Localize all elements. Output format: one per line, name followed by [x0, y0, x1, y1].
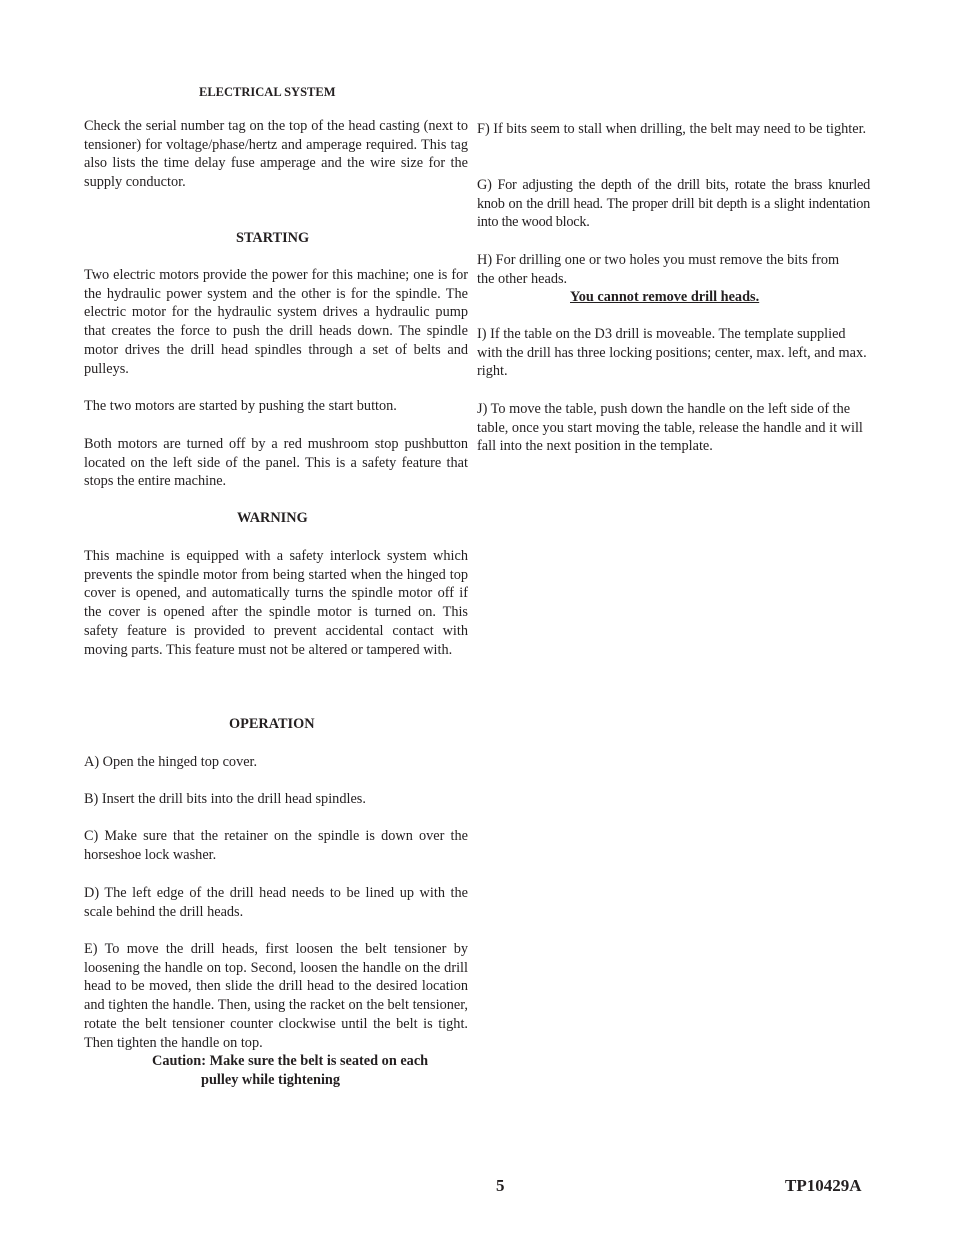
starting-text-1: Two electric motors provide the power for this machine; one is for the hydraulic power system and the other is for the spindle. The electric motor for the hydraulic system drives a hydraulic pump that creates the force to push the drill heads down. The spindle motor drives the drill head spindles through a set of belts and pulleys.: [84, 267, 468, 377]
starting-heading: STARTING: [236, 230, 310, 246]
step-c: C) Make sure that the retainer on the spindle is down over the horseshoe lock washer.: [84, 828, 468, 863]
electrical-heading: ELECTRICAL SYSTEM: [199, 85, 336, 99]
step-h: H) For drilling one or two holes you must remove the bits from the other heads.: [477, 252, 840, 287]
step-b: B) Insert the drill bits into the drill head spindles.: [84, 791, 366, 807]
doc-code: TP10429A: [785, 1176, 862, 1195]
starting-text-3: Both motors are turned off by a red mushroom stop pushbutton located on the left side of the panel. This is a safety feature that stops the entire machine.: [84, 436, 468, 490]
caution-line-1: Caution: Make sure the belt is seated on each: [152, 1053, 429, 1069]
page-number: 5: [496, 1176, 505, 1195]
electrical-text: Check the serial number tag on the top of the head casting (next to tensioner) for voltage/phase/hertz and amperage required. This tag also lists the time delay fuse amperage and the wire size for the supply conductor.: [84, 118, 468, 191]
warning-heading: WARNING: [237, 510, 308, 526]
step-a: A) Open the hinged top cover.: [84, 754, 258, 770]
warning-text: This machine is equipped with a safety interlock system which prevents the spindle motor from being started when the hinged top cover is opened, and automatically turns the spindle motor off if the cover is opened after the spindle motor is turned on. This safety feature is provided to prevent accidental contact with moving parts. This feature must not be altered or tampered with.: [84, 548, 468, 658]
starting-text-2: The two motors are started by pushing the start button.: [84, 398, 397, 414]
step-j: J) To move the table, push down the handle on the left side of the table, once you start moving the table, release the handle and it will fall into the next position in the template.: [477, 401, 863, 455]
step-e: E) To move the drill heads, first loosen the belt tensioner by loosening the handle on top. Second, loosen the handle on the drill head to be moved, then slide the drill head to the desired location and tighten the handle. Then, using the racket on the belt tensioner, rotate the belt tensioner counter clockwise until the belt is tight. Then tighten the handle on top.: [84, 941, 468, 1051]
step-d: D) The left edge of the drill head needs to be lined up with the scale behind the drill heads.: [84, 885, 468, 920]
step-f: F) If bits seem to stall when drilling, the belt may need to be tighter.: [477, 121, 867, 137]
caution-line-2: pulley while tightening: [201, 1072, 341, 1088]
step-i: I) If the table on the D3 drill is moveable. The template supplied with the drill has three locking positions; center, max. left, and max. right.: [477, 326, 867, 380]
operation-heading: OPERATION: [229, 716, 315, 732]
step-h-note: You cannot remove drill heads.: [570, 289, 760, 305]
step-g: G) For adjusting the depth of the drill bits, rotate the brass knurled knob on the drill head. The proper drill bit depth is a slight indentation into the wood block.: [477, 177, 870, 231]
